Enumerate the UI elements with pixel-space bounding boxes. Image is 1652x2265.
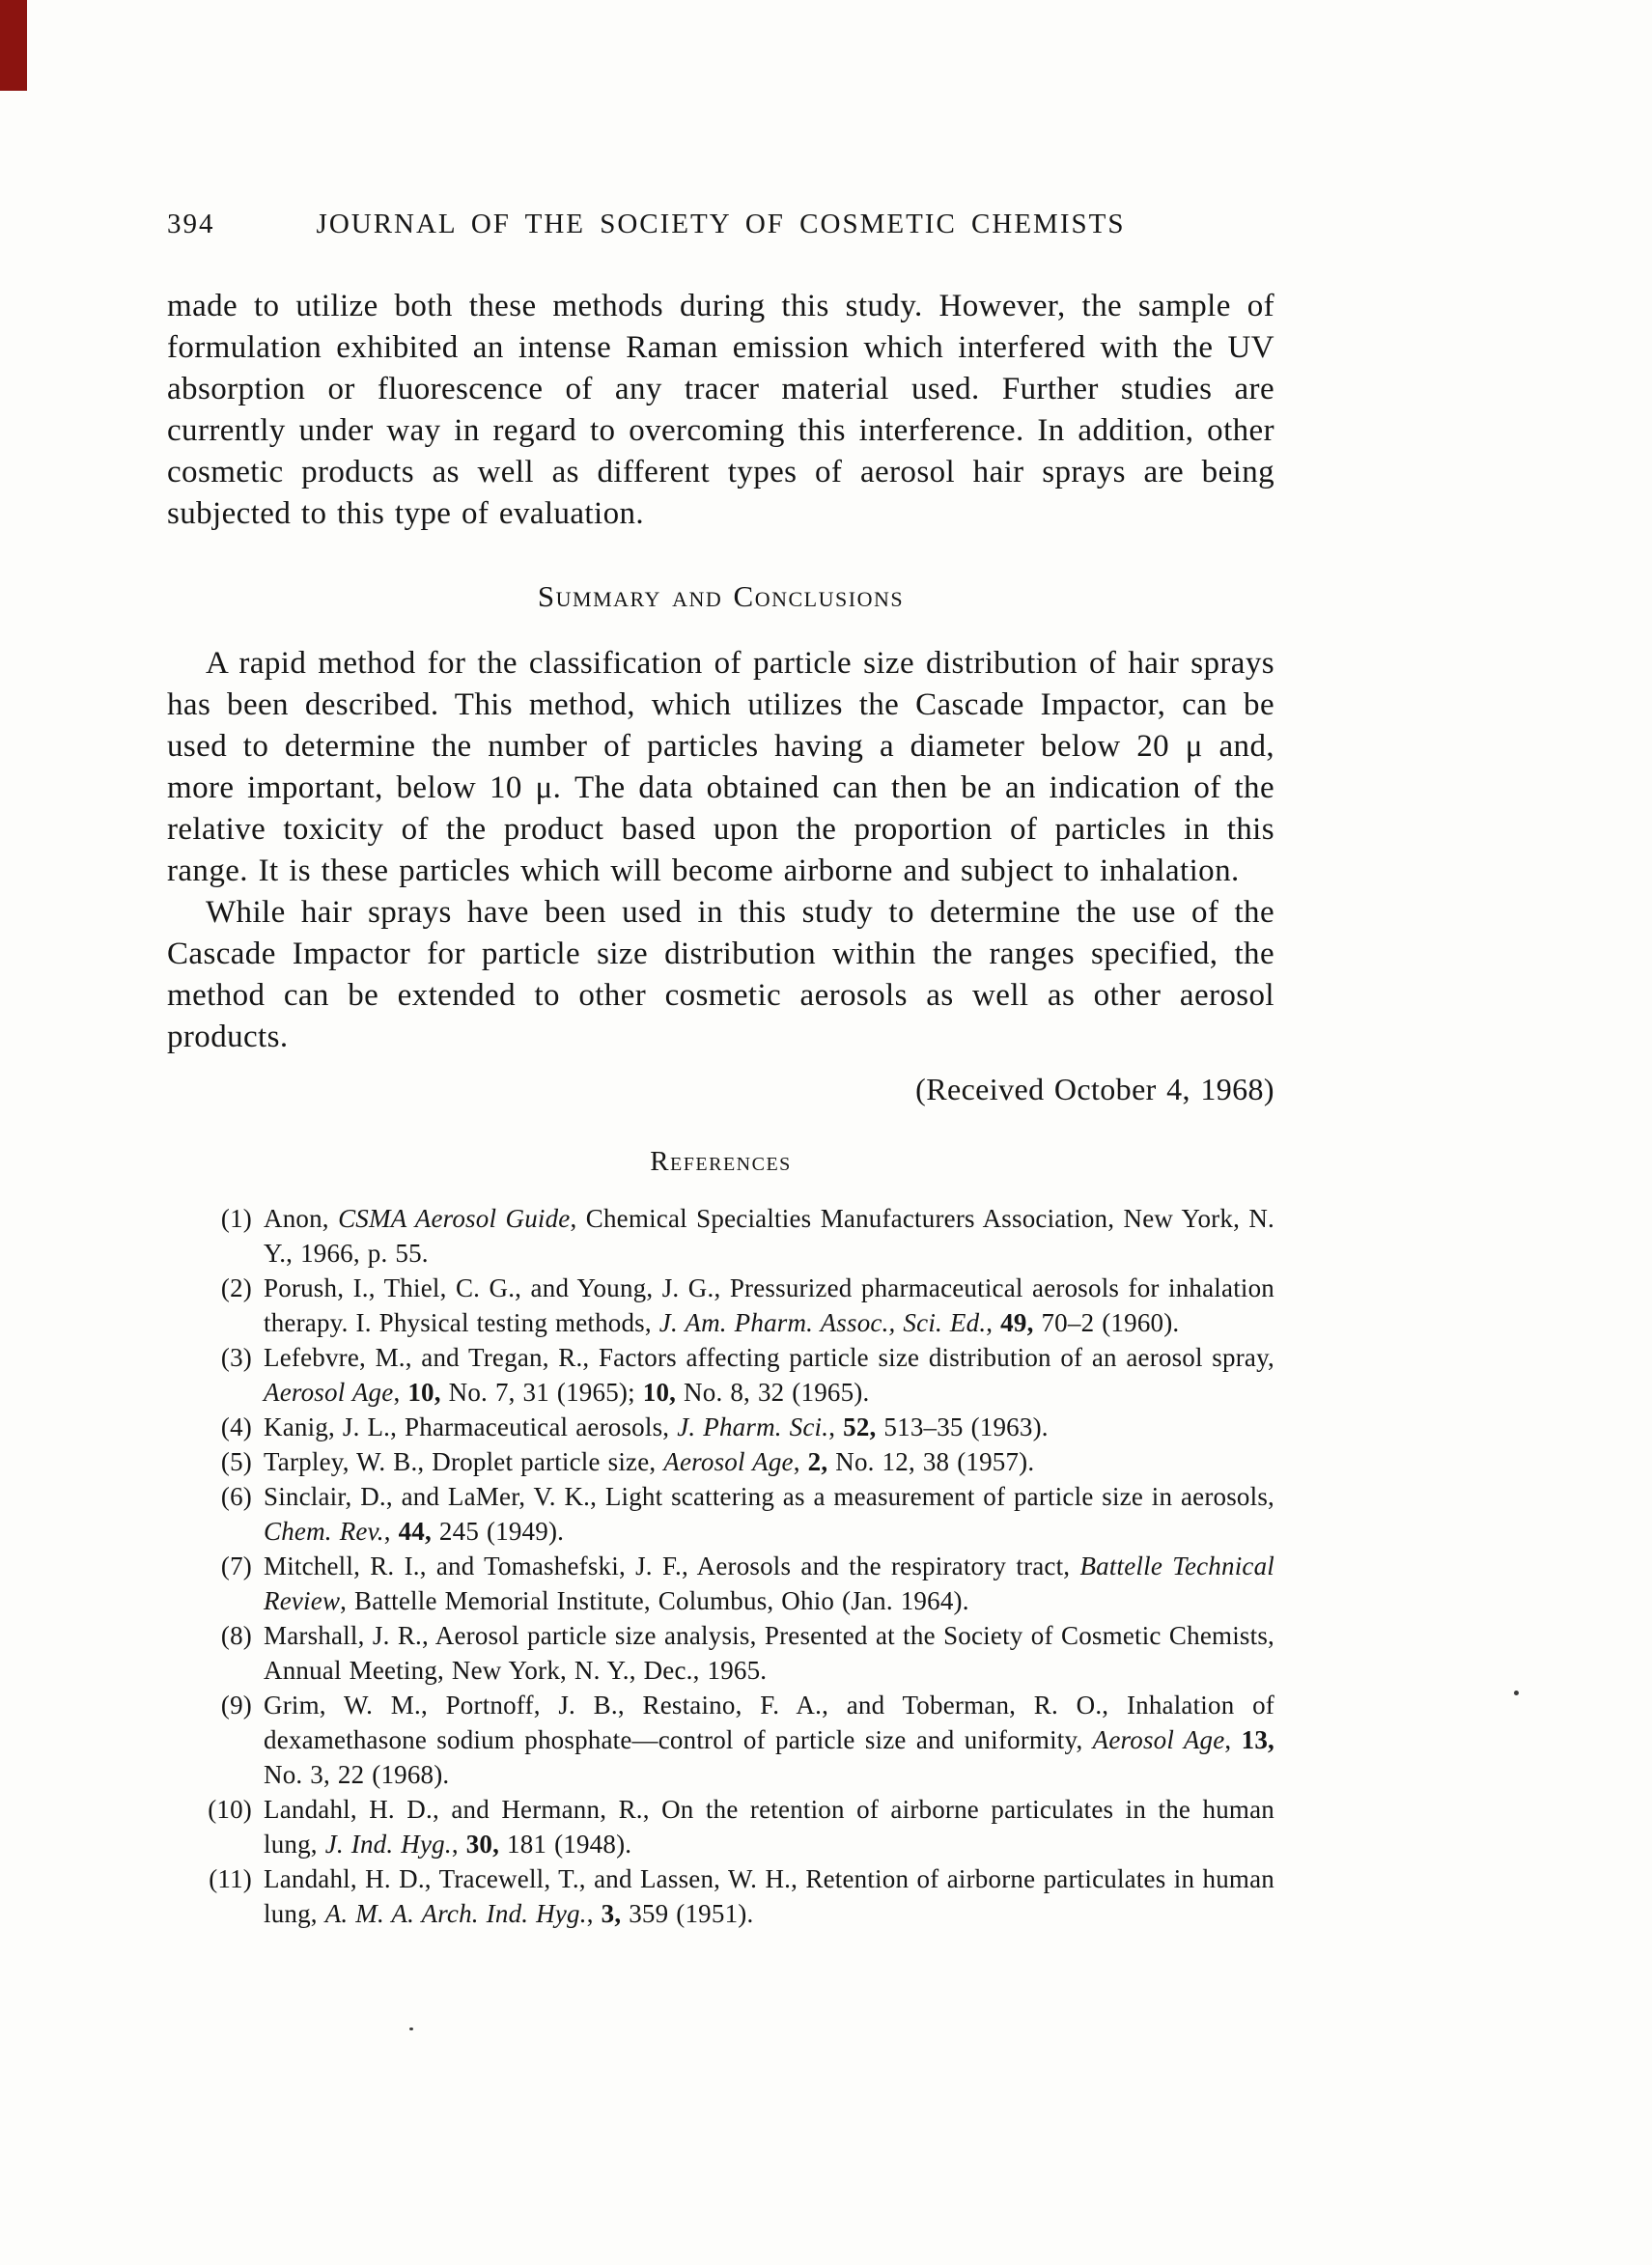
- reference-number: (4): [220, 1412, 252, 1441]
- reference-text: Kanig, J. L., Pharmaceutical aerosols, J. Pharm. Sci., 52, 513–35 (1963).: [264, 1412, 1049, 1441]
- running-head: [167, 209, 1274, 247]
- reference-number: (11): [209, 1864, 252, 1893]
- reference-item: [167, 1688, 1274, 1792]
- reference-item: [167, 1410, 1274, 1444]
- body-paragraph-summary-1: A rapid method for the classification of particle size distribution of hair sprays has been described. This method, which utilizes the Cascade Impactor, can be used to determine the number of particles having a diameter below 20 μ and, more important, below 10 μ. The data obtained can then be an indication of the relative toxicity of the product based upon the proportion of particles in this range. It is these particles which will become airborne and subject to inhalation.: [167, 646, 1274, 888]
- reference-text: Anon, CSMA Aerosol Guide, Chemical Specialties Manufacturers Association, New York, N. Y., 1966, p. 55.: [264, 1204, 1275, 1268]
- scan-speck: [409, 2027, 413, 2030]
- reference-item: [167, 1444, 1274, 1479]
- reference-item: [167, 1792, 1274, 1861]
- reference-item: [167, 1861, 1274, 1931]
- reference-number: (2): [220, 1273, 252, 1302]
- scan-corner-mark: [0, 0, 27, 91]
- reference-number: (9): [220, 1691, 252, 1720]
- received-date-line: (Received October 4, 1968): [915, 1072, 1274, 1106]
- reference-item: [167, 1479, 1274, 1549]
- reference-item: [167, 1201, 1274, 1271]
- reference-item: [167, 1340, 1274, 1410]
- reference-item: [167, 1618, 1274, 1688]
- reference-text: Marshall, J. R., Aerosol particle size analysis, Presented at the Society of Cosmetic Chemists, Annual Meeting, New York, N. Y., Dec., 1965.: [264, 1621, 1274, 1685]
- page-number: 394: [167, 209, 215, 239]
- reference-text: Grim, W. M., Portnoff, J. B., Restaino, F. A., and Toberman, R. O., Inhalation of dexamethasone sodium phosphate—control of particle size and uniformity, Aerosol Age, 13, No. 3, 22 (1968).: [264, 1691, 1274, 1789]
- reference-item: [167, 1271, 1274, 1340]
- reference-number: (10): [208, 1795, 252, 1824]
- reference-number: (1): [220, 1204, 252, 1233]
- reference-text: Landahl, H. D., Tracewell, T., and Lassen, W. H., Retention of airborne particulates in human lung, A. M. A. Arch. Ind. Hyg., 3, 359 (1951).: [264, 1864, 1274, 1928]
- body-paragraph-summary-2: While hair sprays have been used in this study to determine the use of the Cascade Impactor for particle size distribution within the ranges specified, the method can be extended to other cosmetic aerosols as well as other aerosol products.: [167, 895, 1274, 1054]
- reference-number: (6): [220, 1482, 252, 1511]
- references-list: [167, 1201, 1274, 1931]
- body-paragraph-continued: made to utilize both these methods during this study. However, the sample of formulation exhibited an intense Raman emission which interfered with the UV absorption or fluorescence of any tracer material used. Further studies are currently under way in regard to overcoming this interference. In addition, other cosmetic products as well as different types of aerosol hair sprays are being subjected to this type of evaluation.: [167, 289, 1274, 531]
- reference-text: Tarpley, W. B., Droplet particle size, Aerosol Age, 2, No. 12, 38 (1957).: [264, 1447, 1035, 1476]
- reference-text: Landahl, H. D., and Hermann, R., On the retention of airborne particulates in the human lung, J. Ind. Hyg., 30, 181 (1948).: [264, 1795, 1274, 1859]
- section-heading-summary-and-conclusions: Summary and Conclusions: [537, 579, 905, 613]
- section-heading-references: References: [650, 1146, 792, 1177]
- reference-number: (7): [220, 1552, 252, 1580]
- reference-item: [167, 1549, 1274, 1618]
- reference-text: Mitchell, R. I., and Tomashefski, J. F., Aerosols and the respiratory tract, Battelle Technical Review, Battelle Memorial Institute, Columbus, Ohio (Jan. 1964).: [264, 1552, 1274, 1615]
- reference-number: (8): [220, 1621, 252, 1650]
- scan-speck: [1514, 1691, 1519, 1695]
- reference-number: (3): [220, 1343, 252, 1372]
- journal-title: JOURNAL OF THE SOCIETY OF COSMETIC CHEMISTS: [316, 209, 1126, 239]
- reference-text: Porush, I., Thiel, C. G., and Young, J. G., Pressurized pharmaceutical aerosols for inhalation therapy. I. Physical testing methods, J. Am. Pharm. Assoc., Sci. Ed., 49, 70–2 (1960).: [264, 1273, 1274, 1337]
- reference-text: Sinclair, D., and LaMer, V. K., Light scattering as a measurement of particle size in aerosols, Chem. Rev., 44, 245 (1949).: [264, 1482, 1274, 1546]
- text-column: [167, 286, 1274, 1931]
- reference-text: Lefebvre, M., and Tregan, R., Factors affecting particle size distribution of an aerosol spray, Aerosol Age, 10, No. 7, 31 (1965); 10, No. 8, 32 (1965).: [264, 1343, 1274, 1407]
- reference-number: (5): [220, 1447, 252, 1476]
